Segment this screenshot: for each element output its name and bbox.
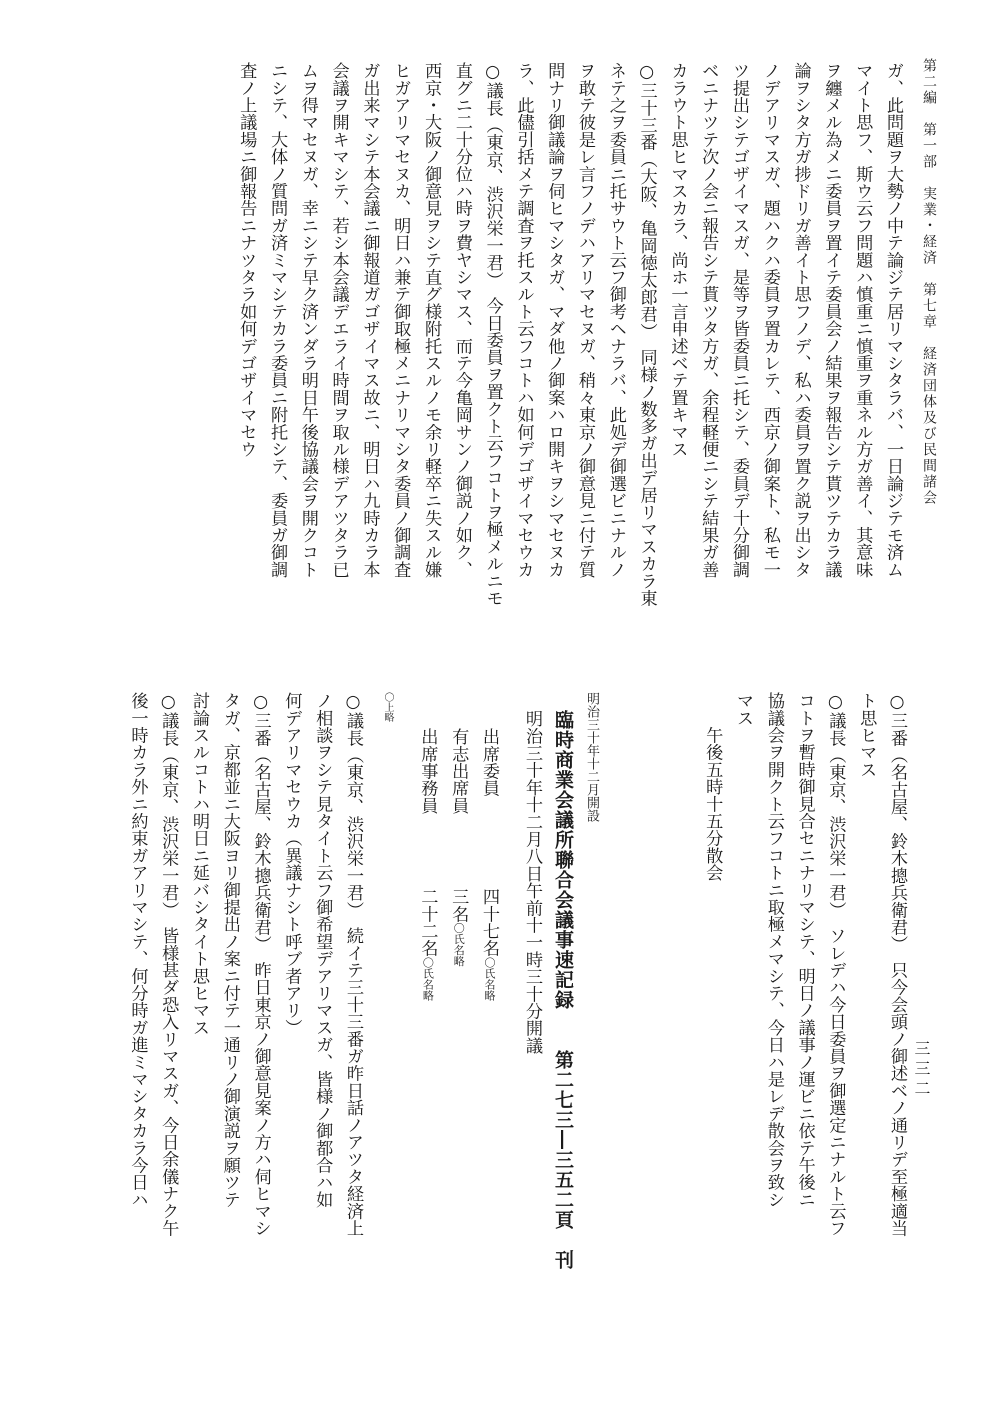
text-column: 協議会ヲ開クト云フコトニ取極メマシテ、今日ハ是レデ散会ヲ致シ xyxy=(763,692,784,1208)
text-column: 後一時カラ外ニ約束ガアリマシテ、何分時ガ進ミマシタカラ今日ハ xyxy=(127,692,148,1208)
lower-right-text-block xyxy=(522,692,912,1362)
text-column: ○議長（東京、渋沢栄一君） 今日委員ヲ置クト云フコトヲ極メルニモ xyxy=(482,62,503,607)
text-column: 査ノ上議場ニ御報告ニナツタラ如何デゴザイマセウ xyxy=(236,62,257,458)
running-header: 第二編 第一部 実業・経済 第七章 経済団体及び民間諸会 xyxy=(921,58,937,506)
attendance-value: 四十七名〇氏名略 xyxy=(479,888,499,1001)
attendance-label: 出席事務員 xyxy=(417,728,438,814)
text-column: ○三番（名古屋、鈴木摠兵衛君） 昨日東京ノ御意見案ノ方ハ伺ヒマシ xyxy=(250,692,271,1237)
text-column: ガ、此問題ヲ大勢ノ中テ論ジテ居リマシタラバ、一日論ジテモ済ム xyxy=(883,62,903,578)
record-date-line: 明治三十年十二月開設 xyxy=(584,692,599,822)
text-column: ヲ纏メル為メニ委員ヲ置イテ委員会ノ結果ヲ報告シテ貰ツテカラ議 xyxy=(821,62,842,578)
attendance-row xyxy=(412,728,443,1028)
text-column: 西京・大阪ノ御意見ヲシテ直グ様附托スルノモ余リ軽卒ニ失スル嫌 xyxy=(421,62,442,578)
text-column: ガ出来マシテ本会議ニ御報道ガゴザイマス故ニ、明日ハ九時カラ本 xyxy=(359,62,380,578)
attendance-value: 三名〇氏名略 xyxy=(448,888,469,967)
record-title: 臨時商業会議所聯合会議事速記録 第二七三―三五二頁 刊 xyxy=(552,710,574,1270)
text-column: ヲ敢テ彼是レ言フノデハアリマセヌガ、稍々東京ノ御意見ニ付テ質 xyxy=(575,62,596,578)
text-column: カラウト思ヒマスカラ、尚ホ一言申述ベテ置キマス xyxy=(667,62,688,458)
text-column: 討論スルコトハ明日ニ延バシタイト思ヒマス xyxy=(189,692,210,1036)
attendance-row xyxy=(442,728,473,1028)
text-column: 直グニ二十分位ハ時ヲ費ヤシマス、而テ今亀岡サンノ御説ノ如ク、 xyxy=(451,62,472,578)
page-number: 三三二 xyxy=(912,1040,931,1100)
attendance-label: 出席委員 xyxy=(479,728,499,797)
text-column: 問ナリ御議論ヲ伺ヒマシタガ、マダ他ノ御案ハロ開キヲシマセヌカ xyxy=(544,62,565,578)
text-column: ネテ之ヲ委員ニ托サウト云フ御考ヘナラバ、此処デ御選ビニナルノ xyxy=(605,62,626,578)
attendance-note: 〇氏名略 xyxy=(452,922,466,967)
text-column: ラ、此儘引括メテ調査ヲ托スルト云フコトハ如何デゴザイマセウカ xyxy=(513,62,534,578)
text-column: 午後五時十五分散会 xyxy=(702,692,723,882)
text-column: ノデアリマスガ、題ハクハ委員ヲ置カレテ、西京ノ御案ト、私モ一 xyxy=(759,62,780,578)
attendance-note: 〇氏名略 xyxy=(483,956,496,1001)
text-column: 何デアリマセウカ（異議ナシト呼ブ者アリ） xyxy=(281,692,302,1036)
text-column: マス xyxy=(733,692,754,727)
text-column: ツ提出シテゴザイマスガ、是等ヲ皆委員ニ托シテ、委員デ十分御調 xyxy=(729,62,750,578)
lower-left-text-block xyxy=(78,692,368,1362)
text-column: ムヲ得マセヌガ、幸ニシテ早ク済ンダラ明日午後協議会ヲ開クコト xyxy=(297,62,318,578)
attendance-table xyxy=(408,728,504,1028)
attendance-value: 二十二名〇氏名略 xyxy=(417,888,438,1001)
omission-note: 〇上略 xyxy=(382,692,393,722)
text-column: ○議長（東京、渋沢栄一君） 皆様甚ダ恐入リマスガ、今日余儀ナク午 xyxy=(158,692,179,1237)
text-column: マイト思フ、斯ウ云フ問題ハ慎重ニ慎重ヲ重ネル方ガ善イ、其意味 xyxy=(852,62,873,578)
text-column: ノ相談ヲシテ見タイト云フ御希望デアリマスガ、皆様ノ御都合ハ如 xyxy=(312,692,333,1208)
session-line: 明治三十年十二月八日午前十一時三十分開議 xyxy=(522,710,542,1054)
text-column: ○三番（名古屋、鈴木摠兵衛君） 只今会頭ノ御述ベノ通リデ至極適当 xyxy=(887,692,907,1237)
text-column: ニシテ、大体ノ質問ガ済ミマシテカラ委員ニ附托シテ、委員ガ御調 xyxy=(267,62,288,578)
text-column: 論ヲシタ方ガ捗ドリガ善イト思フノデ、私ハ委員ヲ置ク説ヲ出シタ xyxy=(790,62,811,578)
text-column: ベニナツテ次ノ会ニ報告シテ貰ツタ方ガ、余程軽便ニシテ結果ガ善 xyxy=(698,62,719,578)
text-column: ○議長（東京、渋沢栄一君） ソレデハ今日委員ヲ御選定ニナルト云フ xyxy=(825,692,846,1237)
text-column: ○三十三番（大阪、亀岡徳太郎君） 同様ノ数多ガ出デ居リマスカラ東 xyxy=(636,62,657,607)
text-column: タガ、京都並ニ大阪ヨリ御提出ノ案ニ付テ一通リノ御演説ヲ願ツテ xyxy=(219,692,240,1208)
text-column: コトヲ暫時御見合セニナリマシテ、明日ノ議事ノ運ビニ依テ午後ニ xyxy=(794,692,815,1208)
text-column: ○議長（東京、渋沢栄一君） 続イテ三十三番ガ昨日話ノアツタ経済上 xyxy=(343,692,363,1237)
attendance-label: 有志出席員 xyxy=(448,728,469,814)
text-column: 会議ヲ開キマシテ、若シ本会議デエライ時間ヲ取ル様デアツタラ已 xyxy=(328,62,349,578)
upper-text-block xyxy=(78,62,908,662)
attendance-row xyxy=(473,728,504,1028)
text-column: ト思ヒマス xyxy=(856,692,877,778)
text-column: ヒガアリマセヌカ、明日ハ兼テ御取極メニナリマシタ委員ノ御調査 xyxy=(390,62,411,578)
attendance-note: 〇氏名略 xyxy=(421,956,435,1001)
